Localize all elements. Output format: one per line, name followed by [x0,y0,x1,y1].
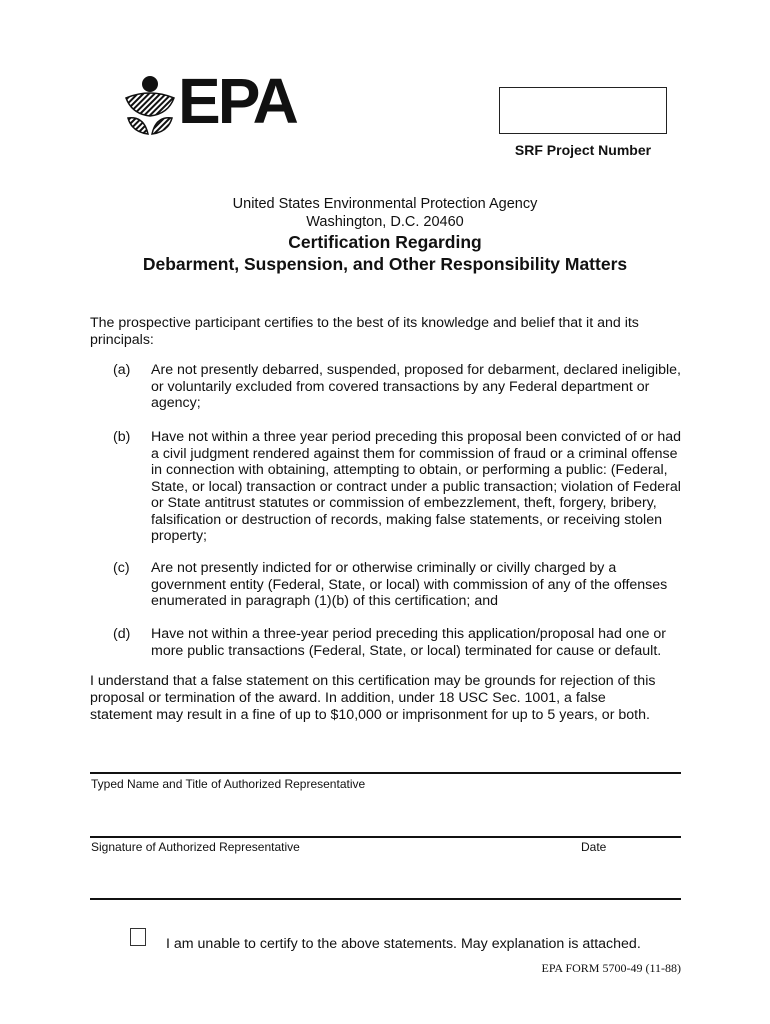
item-text: Are not presently debarred, suspended, proposed for debarment, declared ineligible, or voluntarily excluded from covered transactions by any Federal department or agency; [151,362,682,411]
date-label: Date [581,840,607,854]
signature-label: Signature of Authorized Representative [91,840,300,854]
item-text: Have not within a three-year period preceding this application/proposal had one or more public transactions (Federal, State, or local) terminated for cause or default. [151,626,667,659]
srf-project-number-field[interactable] [499,87,667,134]
closing-paragraph: I understand that a false statement on this certification may be grounds for rejection of this proposal or termination of the award. In addition, under 18 USC Sec. 1001, a false statement may result in a fine of up to $10,000 or imprisonment for up to 5 years, or both. [90,673,656,723]
intro-paragraph: The prospective participant certifies to the best of its knowledge and belief that it and its principals: [90,315,639,348]
item-label: (d) [113,626,131,642]
divider [90,898,681,900]
typed-name-input-line[interactable] [90,772,681,774]
unable-to-certify-checkbox[interactable] [130,928,146,946]
item-label: (a) [113,362,131,378]
srf-project-number-label: SRF Project Number [514,142,652,158]
form-title-line2: Debarment, Suspension, and Other Responsibility Matters [142,254,628,274]
typed-name-label: Typed Name and Title of Authorized Representative [91,777,366,791]
epa-logo-text: EPA [178,65,296,137]
form-title-line1: Certification Regarding [288,232,482,252]
item-label: (b) [113,429,131,445]
agency-name: United States Environmental Protection Agency [232,196,538,212]
signature-input-line[interactable] [90,836,681,838]
item-text: Are not presently indicted for or otherwise criminally or civilly charged by a government entity (Federal, State, or local) with commission of any of the offenses enumerated in paragraph (1)(b) of this certification; and [151,560,668,609]
form-number: EPA FORM 5700-49 (11-88) [541,961,681,975]
unable-to-certify-label: I am unable to certify to the above statements. May explanation is attached. [166,936,641,952]
item-label: (c) [113,560,130,576]
item-text: Have not within a three year period preceding this proposal been convicted of or had a civil judgment rendered against them for commission of fraud or a criminal offense in connection with obtaining, attempting to obtain, or performing a public: (Federal, State, or local) transaction or contract under a public transaction; violation of Federal or State antitrust statutes or commission of embezzlement, theft, forgery, bribery, falsification or destruction of records, making false statements, or receiving stolen property; [151,429,681,544]
agency-address: Washington, D.C. 20460 [306,214,464,230]
epa-flower-icon [122,74,178,136]
